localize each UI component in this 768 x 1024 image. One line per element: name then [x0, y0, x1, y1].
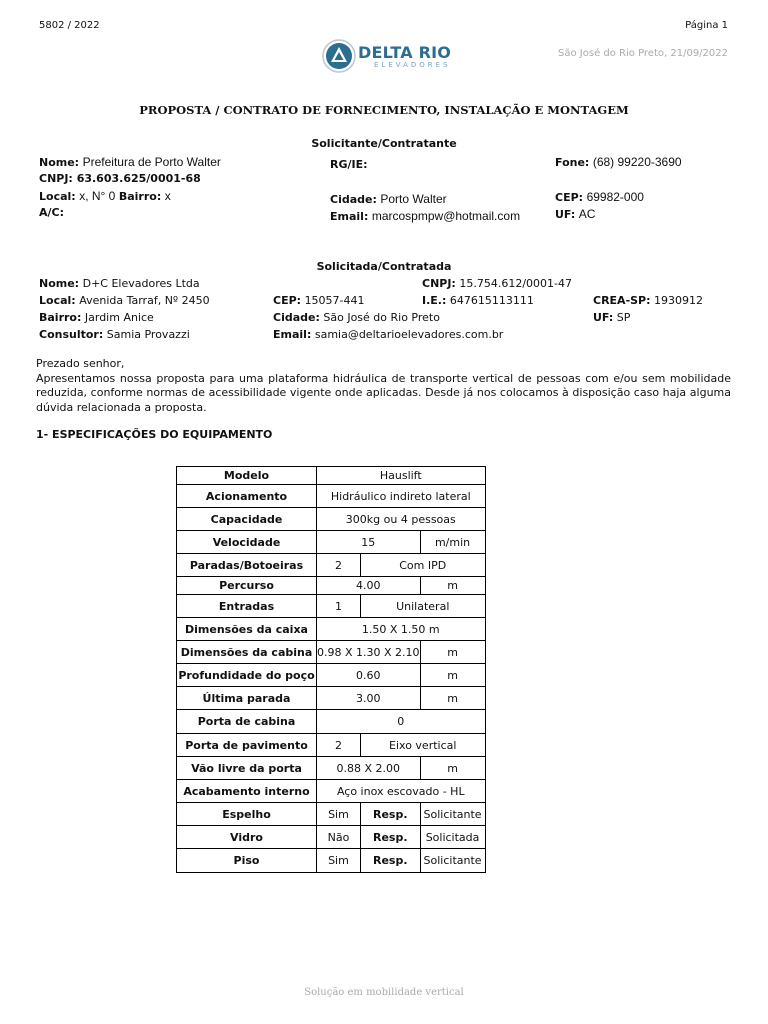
table-row: Piso Sim Resp. Solicitante: [177, 849, 486, 873]
client-cep-row: CEP: 69982-000: [555, 190, 644, 204]
spec-value: 2: [317, 554, 361, 577]
spec-resp: Resp.: [360, 803, 420, 826]
page-number: Página 1: [685, 20, 728, 31]
spec-resp: Resp.: [360, 826, 420, 849]
client-bairro: x: [164, 189, 171, 203]
client-uf-row: UF: AC: [555, 207, 596, 221]
contractor-email-row: Email: samia@deltarioelevadores.com.br: [273, 328, 504, 341]
client-email-row: Email: marcospmpw@hotmail.com: [330, 209, 521, 223]
client-name: Prefeitura de Porto Walter: [82, 155, 221, 169]
table-row: Vão livre da porta 0.88 X 2.00 m: [177, 757, 486, 780]
spec-heading: 1- ESPECIFICAÇÕES DO EQUIPAMENTO: [36, 428, 273, 441]
spec-who: Solicitada: [420, 826, 485, 849]
client-cidade-row: Cidade: Porto Walter: [330, 192, 447, 206]
intro-paragraph: [36, 357, 731, 415]
company-logo: [322, 39, 452, 73]
client-cnpj: 63.603.625/0001-68: [76, 172, 201, 185]
contractor-cnpj: 15.754.612/0001-47: [459, 277, 572, 290]
client-local-row: Local: x, N° 0 Bairro: x: [39, 189, 171, 203]
table-row: Modelo Hauslift: [177, 467, 486, 485]
spec-extra: Eixo vertical: [360, 734, 485, 757]
spec-resp: Resp.: [360, 849, 420, 873]
table-row: Velocidade 15 m/min: [177, 531, 486, 554]
logo-subtitle: ELEVADORES: [374, 61, 451, 69]
table-row: Porta de cabina 0: [177, 710, 486, 734]
table-row: Dimensões da caixa 1.50 X 1.50 m: [177, 618, 486, 641]
spec-value: Hauslift: [317, 467, 486, 485]
greeting: Prezado senhor,: [36, 357, 125, 370]
contractor-cnpj-row: CNPJ: 15.754.612/0001-47: [422, 277, 572, 290]
client-section-title: Solicitante/Contratante: [311, 137, 457, 150]
spec-unit: m/min: [420, 531, 485, 554]
spec-unit: m: [420, 664, 485, 687]
table-row: Porta de pavimento 2 Eixo vertical: [177, 734, 486, 757]
table-row: Percurso 4.00 m: [177, 577, 486, 595]
spec-extra: Com IPD: [360, 554, 485, 577]
spec-extra: Unilateral: [360, 595, 485, 618]
spec-unit: m: [420, 687, 485, 710]
table-row: Profundidade do poço 0.60 m: [177, 664, 486, 687]
contractor-bairro-row: Bairro: Jardim Anice: [39, 311, 154, 324]
document-title: PROPOSTA / CONTRATO DE FORNECIMENTO, INSTALAÇÃO E MONTAGEM: [139, 103, 629, 117]
spec-value: Sim: [317, 803, 361, 826]
contractor-cidade-row: Cidade: São José do Rio Preto: [273, 311, 440, 324]
client-rg-label: RG/IE:: [330, 158, 368, 171]
contractor-section-title: Solicitada/Contratada: [316, 260, 452, 273]
contractor-email: samia@deltarioelevadores.com.br: [314, 328, 504, 341]
contractor-name: D+C Elevadores Ltda: [82, 277, 200, 290]
table-row: Última parada 3.00 m: [177, 687, 486, 710]
spec-value: Hidráulico indireto lateral: [317, 485, 486, 508]
table-row: Acabamento interno Aço inox escovado - HL: [177, 780, 486, 803]
intro-text: Apresentamos nossa proposta para uma plataforma hidráulica de transporte vertical de pessoas com e/ou sem mobilidade reduzida, conforme normas de acessibilidade vigente onde aplicadas. Desde já nos colocamos à disposição caso haja alguma dúvida relacionada a proposta.: [36, 371, 731, 414]
spec-who: Solicitante: [420, 849, 485, 873]
spec-value: 2: [317, 734, 361, 757]
contractor-bairro: Jardim Anice: [84, 311, 154, 324]
contractor-cep: 15057-441: [304, 294, 365, 307]
footer-slogan: Solução em mobilidade vertical: [304, 987, 464, 998]
contractor-name-row: Nome: D+C Elevadores Ltda: [39, 277, 200, 290]
table-row: Espelho Sim Resp. Solicitante: [177, 803, 486, 826]
client-uf: AC: [578, 207, 596, 221]
spec-value: Aço inox escovado - HL: [317, 780, 486, 803]
spec-value: 3.00: [317, 687, 421, 710]
spec-value: 300kg ou 4 pessoas: [317, 508, 486, 531]
client-name-row: Nome: Prefeitura de Porto Walter: [39, 155, 221, 169]
logo-name: DELTA RIO: [358, 43, 452, 62]
table-row: Paradas/Botoeiras 2 Com IPD: [177, 554, 486, 577]
place-date: São José do Rio Preto, 21/09/2022: [558, 48, 728, 59]
client-fone: (68) 99220-3690: [592, 155, 682, 169]
client-cidade: Porto Walter: [380, 192, 447, 206]
logo-triangle-icon: [322, 39, 356, 73]
spec-unit: m: [420, 641, 485, 664]
document-number: 5802 / 2022: [39, 20, 100, 31]
spec-value: 15: [317, 531, 421, 554]
table-row: Acionamento Hidráulico indireto lateral: [177, 485, 486, 508]
table-row: Capacidade 300kg ou 4 pessoas: [177, 508, 486, 531]
contractor-ie: 647615113111: [449, 294, 534, 307]
table-row: Vidro Não Resp. Solicitada: [177, 826, 486, 849]
contractor-local: Avenida Tarraf, Nº 2450: [79, 294, 210, 307]
client-ac-label: A/C:: [39, 206, 65, 219]
spec-value: 0.98 X 1.30 X 2.10: [317, 641, 421, 664]
contractor-cep-row: CEP: 15057-441: [273, 294, 365, 307]
contractor-consultor: Samia Provazzi: [106, 328, 190, 341]
spec-value: 0: [317, 710, 486, 734]
contractor-crea: 1930912: [654, 294, 704, 307]
spec-table: [176, 466, 486, 873]
spec-value: 4.00: [317, 577, 421, 595]
spec-value: 0.60: [317, 664, 421, 687]
spec-value: 1: [317, 595, 361, 618]
contractor-consultor-row: Consultor: Samia Provazzi: [39, 328, 190, 341]
client-fone-row: Fone: (68) 99220-3690: [555, 155, 682, 169]
client-cnpj-row: CNPJ: 63.603.625/0001-68: [39, 172, 201, 185]
contractor-local-row: Local: Avenida Tarraf, Nº 2450: [39, 294, 210, 307]
contractor-cidade: São José do Rio Preto: [323, 311, 440, 324]
contractor-ie-row: I.E.: 647615113111: [422, 294, 534, 307]
spec-value: 0.88 X 2.00: [317, 757, 421, 780]
spec-value: Sim: [317, 849, 361, 873]
spec-who: Solicitante: [420, 803, 485, 826]
spec-value: Não: [317, 826, 361, 849]
spec-unit: m: [420, 757, 485, 780]
contractor-uf-row: UF: SP: [593, 311, 631, 324]
spec-value: 1.50 X 1.50 m: [317, 618, 486, 641]
contractor-uf: SP: [616, 311, 631, 324]
table-row: Dimensões da cabina 0.98 X 1.30 X 2.10 m: [177, 641, 486, 664]
table-row: Entradas 1 Unilateral: [177, 595, 486, 618]
client-cep: 69982-000: [586, 190, 644, 204]
client-local: x, N° 0: [79, 189, 116, 203]
spec-unit: m: [420, 577, 485, 595]
client-email: marcospmpw@hotmail.com: [371, 209, 521, 223]
contractor-crea-row: CREA-SP: 1930912: [593, 294, 704, 307]
